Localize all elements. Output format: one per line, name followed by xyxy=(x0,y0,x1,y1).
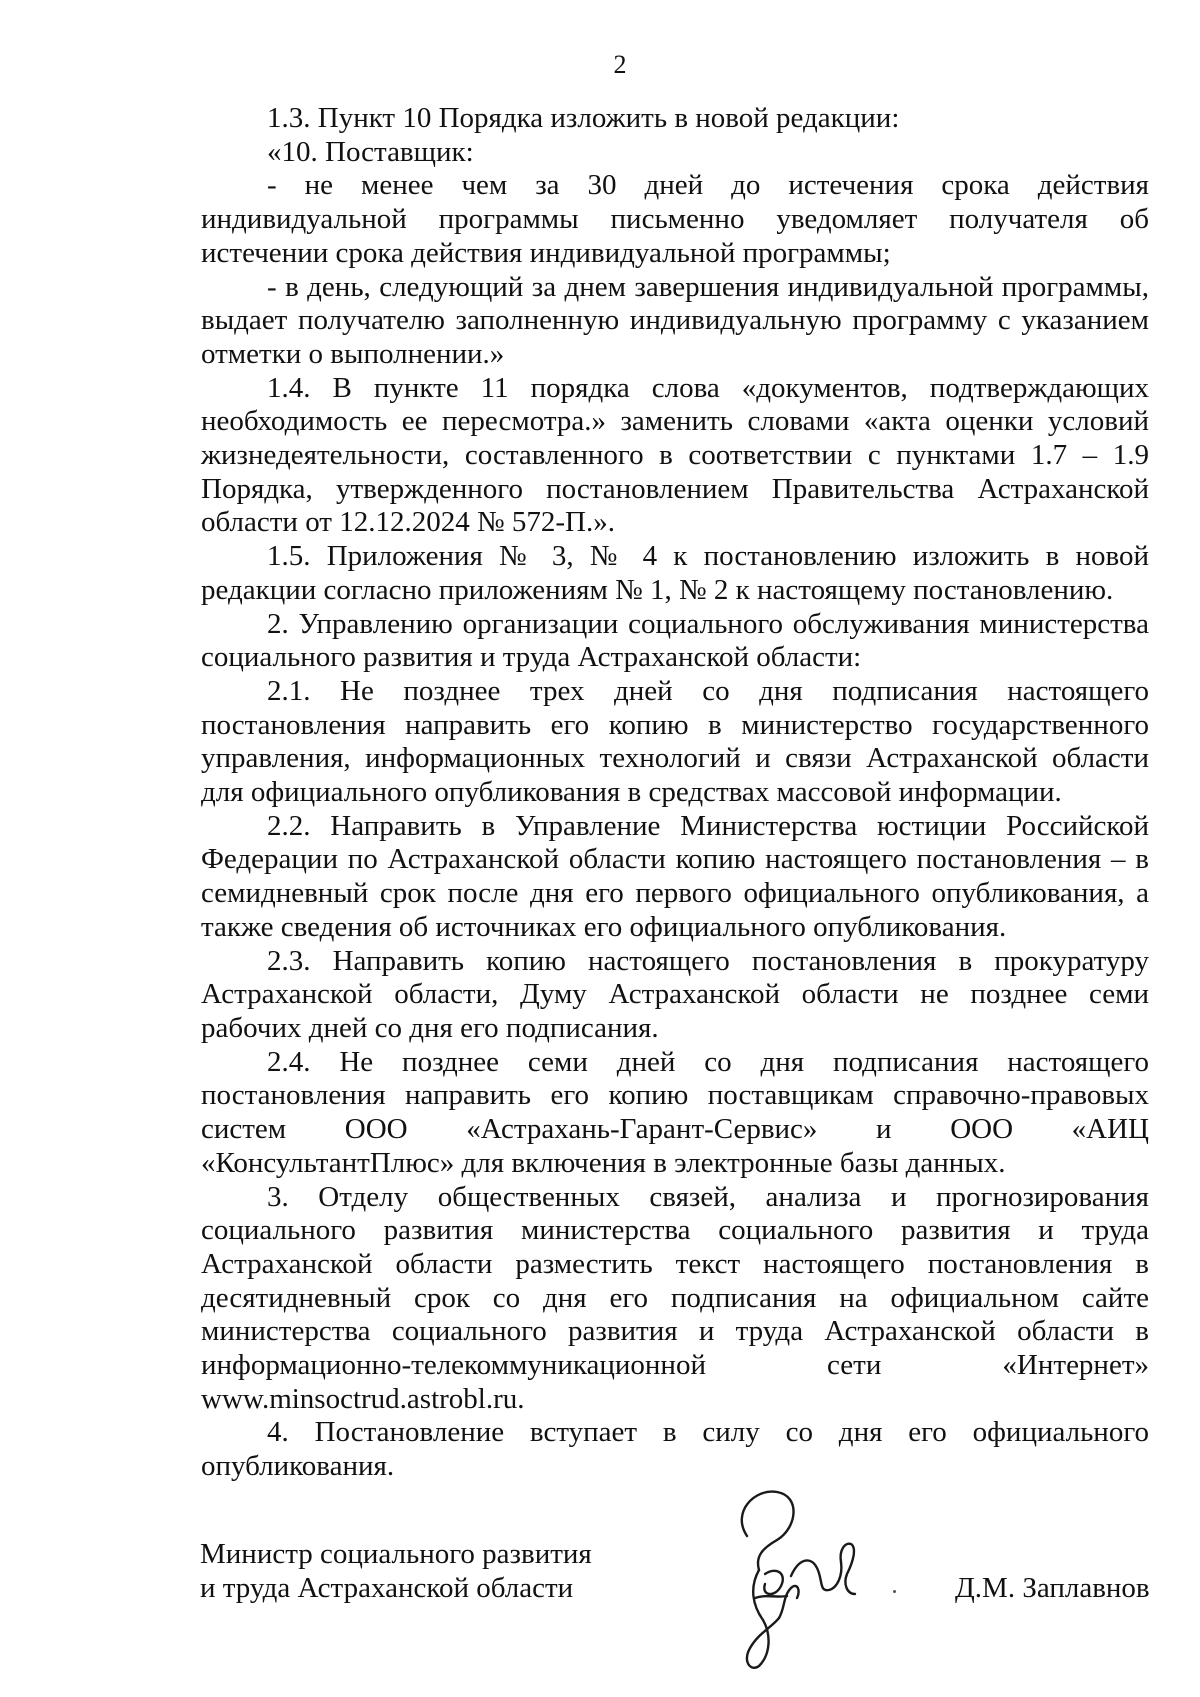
signatory-position-line-2: и труда Астраханской области xyxy=(200,1572,574,1604)
stray-dot xyxy=(893,1590,896,1593)
document-body xyxy=(201,102,1149,1484)
paragraph-3: 3. Отделу общественных связей, анализа и прогнозирования социального развития министерства социального развития и труда Астраханской области разместить текст настоящего постановления в десятидневный срок со дня его подписания на официальном сайте министерства социального развития и труда Астраханской области в информационно-телекоммуникационной сети «Интернет» www.minsoctrud.astrobl.ru. xyxy=(201,1180,1149,1415)
signatory-position-line-1: Министр социального развития xyxy=(200,1538,592,1570)
paragraph-1-5: 1.5. Приложения № 3, № 4 к постановлению изложить в новой редакции согласно приложениям № 1, № 2 к настоящему постановлению. xyxy=(201,540,1149,606)
paragraph-2-1: 2.1. Не позднее трех дней со дня подписания настоящего постановления направить его копию в министерство государственного управления, информационных технологий и связи Астраханской области для официального опубликования в средствах массовой информации. xyxy=(201,674,1149,809)
paragraph-item-10-bullet-2: - в день, следующий за днем завершения индивидуальной программы, выдает получателю заполненную индивидуальную программу с указанием отметки о выполнении.» xyxy=(201,270,1149,370)
paragraph-1-3: 1.3. Пункт 10 Порядка изложить в новой редакции: xyxy=(267,102,900,134)
page-number: 2 xyxy=(613,50,627,79)
paragraph-2-4: 2.4. Не позднее семи дней со дня подписания настоящего постановления направить его копию поставщикам справочно-правовых систем ООО «Астрахань-Гарант-Сервис» и ООО «АИЦ «КонсультантПлюс» для включения в электронные базы данных. xyxy=(201,1045,1149,1179)
signatory-position xyxy=(200,1537,592,1605)
paragraph-2-2: 2.2. Направить в Управление Министерства юстиции Российской Федерации по Астраханской области копию настоящего постановления – в семидневный срок после дня его первого официального опубликования, а также сведения об источниках его официального опубликования. xyxy=(201,809,1149,943)
paragraph-2: 2. Управлению организации социального обслуживания министерства социального развития и труда Астраханской области: xyxy=(201,607,1149,674)
paragraph-2-3: 2.3. Направить копию настоящего постановления в прокуратуру Астраханской области, Думу Астраханской области не позднее семи рабочих дней со дня его подписания. xyxy=(201,944,1149,1044)
paragraph-item-10-bullet-1: - не менее чем за 30 дней до истечения срока действия индивидуальной программы письменно уведомляет получателя об истечении срока действия индивидуальной программы; xyxy=(201,169,1149,269)
paragraph-1-4: 1.4. В пункте 11 порядка слова «документов, подтверждающих необходимость ее пересмотра.» заменить словами «акта оценки условий жизнедеятельности, составленного в соответствии с пунктами 1.7 – 1.9 Порядка, утвержденного постановлением Правительства Астраханской области от 12.12.2024 № 572-П.». xyxy=(201,371,1149,539)
signatory-name: Д.М. Заплавнов xyxy=(955,1572,1150,1604)
paragraph-item-10-title: «10. Поставщик: xyxy=(267,135,474,168)
paragraph-4: 4. Постановление вступает в силу со дня его официального опубликования. xyxy=(201,1416,1149,1483)
handwritten-signature xyxy=(725,1478,875,1678)
